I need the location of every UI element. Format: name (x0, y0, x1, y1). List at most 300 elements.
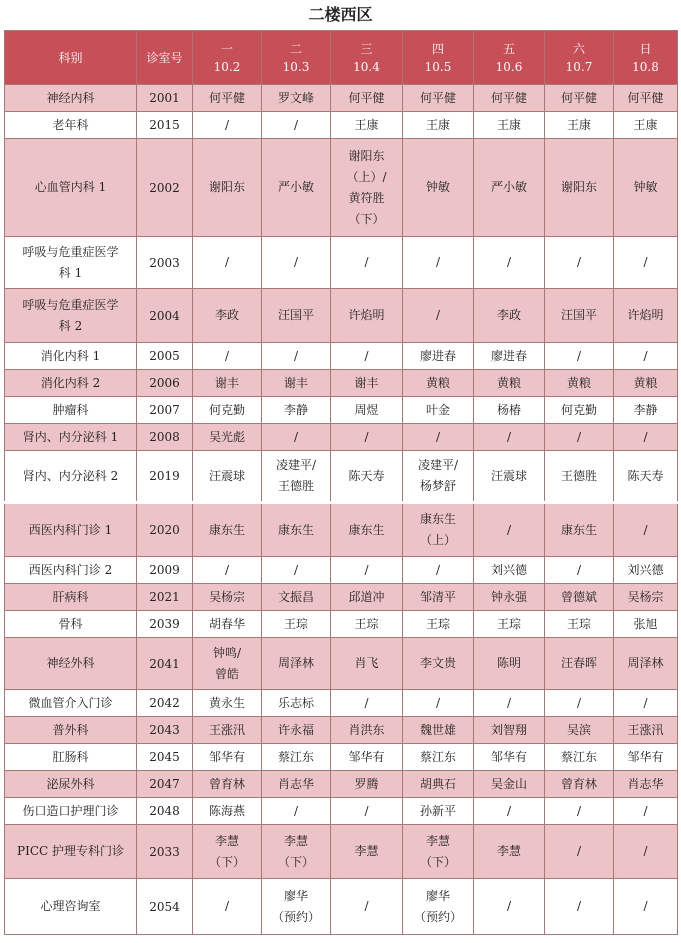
doctor-name: 谢阳东 （上）/ 黄符胜 （下） (346, 148, 387, 226)
doctor-cell (545, 584, 614, 611)
dept-name: 微血管介入门诊 (28, 695, 113, 710)
doctor-name: 汪震球 (208, 468, 245, 483)
doctor-name: / (576, 695, 582, 710)
weekday: 日 (639, 41, 652, 56)
doctor-cell (331, 771, 403, 798)
room-number: 2019 (137, 451, 193, 503)
doctor-cell (614, 370, 678, 397)
dept-name: 西医内科门诊 1 (28, 522, 113, 537)
doctor-name: 蔡江东 (419, 749, 456, 764)
doctor-name: 许焰明 (348, 308, 385, 322)
doctor-name: 胡典石 (419, 776, 456, 791)
dept-cell (5, 638, 137, 690)
doctor-cell (545, 85, 614, 112)
doctor-name: 王琮 (283, 616, 308, 631)
doctor-cell (331, 237, 403, 289)
doctor-cell (331, 397, 403, 424)
dept-cell (5, 584, 137, 611)
doctor-name: 叶金 (425, 402, 450, 417)
doctor-name: 邹华有 (348, 749, 385, 764)
header-day (614, 31, 678, 85)
doctor-name: 何克勤 (208, 402, 245, 417)
doctor-name: 周煜 (354, 402, 379, 417)
table-row (5, 237, 678, 289)
doctor-cell (193, 370, 262, 397)
room-number: 2002 (137, 139, 193, 237)
doctor-cell (614, 424, 678, 451)
date: 10.2 (213, 59, 241, 74)
doctor-name: 陈海燕 (208, 803, 245, 818)
doctor-name: / (364, 695, 369, 710)
doctor-name: 谢丰 (283, 375, 308, 390)
doctor-cell (545, 690, 614, 717)
doctor-cell (614, 397, 678, 424)
doctor-cell (193, 717, 262, 744)
doctor-name: 陈天寿 (348, 468, 385, 483)
doctor-name: 廖华 （预约） (413, 888, 462, 924)
doctor-name: / (643, 522, 648, 537)
dept-cell (5, 690, 137, 717)
doctor-name: 乐志标 (277, 695, 314, 710)
doctor-name: 曾育林 (560, 776, 597, 791)
doctor-cell (474, 370, 545, 397)
table-row (5, 825, 678, 879)
doctor-name: 刘兴德 (490, 562, 527, 577)
weekday: 五 (502, 41, 515, 56)
dept-name: 心理咨询室 (40, 899, 101, 913)
doctor-name: / (435, 695, 441, 710)
room-number: 2015 (137, 112, 193, 139)
weekday: 三 (360, 41, 373, 56)
doctor-cell (403, 139, 474, 237)
doctor-name: 许焰明 (627, 308, 664, 322)
doctor-cell (474, 798, 545, 825)
doctor-name: 肖志华 (277, 776, 314, 791)
doctor-name: / (293, 255, 299, 269)
doctor-cell (331, 112, 403, 139)
doctor-name: 王康 (633, 117, 658, 132)
room-number: 2033 (137, 825, 193, 879)
doctor-cell (403, 584, 474, 611)
dept-cell (5, 557, 137, 584)
doctor-cell (403, 112, 474, 139)
doctor-cell (193, 611, 262, 638)
doctor-name: 何平健 (208, 90, 245, 105)
doctor-cell (262, 638, 331, 690)
doctor-name: 刘智翔 (490, 722, 527, 737)
doctor-cell (193, 798, 262, 825)
doctor-name: 周泽林 (627, 656, 664, 670)
room-number: 2003 (137, 237, 193, 289)
doctor-name: 孙新平 (419, 803, 456, 818)
doctor-cell (545, 744, 614, 771)
doctor-cell (545, 424, 614, 451)
doctor-cell (474, 584, 545, 611)
dept-name: 呼吸与危重症医学 科 1 (22, 244, 119, 280)
doctor-cell (545, 289, 614, 343)
doctor-cell (331, 717, 403, 744)
doctor-cell (614, 638, 678, 690)
doctor-cell (193, 638, 262, 690)
doctor-name: 王德胜 (560, 468, 597, 483)
doctor-cell (331, 424, 403, 451)
table-row (5, 397, 678, 424)
table-row (5, 744, 678, 771)
doctor-cell (614, 690, 678, 717)
doctor-name: 肖飞 (354, 656, 379, 670)
doctor-cell (403, 85, 474, 112)
doctor-name: / (506, 429, 512, 444)
doctor-cell (545, 557, 614, 584)
doctor-cell (614, 343, 678, 370)
doctor-name: / (435, 255, 441, 269)
doctor-name: 魏世雄 (419, 722, 456, 737)
doctor-cell (262, 397, 331, 424)
doctor-cell (403, 879, 474, 935)
doctor-cell (262, 289, 331, 343)
doctor-name: 吴金山 (490, 776, 527, 791)
doctor-cell (262, 424, 331, 451)
doctor-name: 钟永强 (490, 589, 527, 604)
dept-name: 泌尿外科 (46, 776, 95, 791)
doctor-name: 汪震球 (490, 468, 527, 483)
doctor-cell (262, 879, 331, 935)
doctor-cell (614, 825, 678, 879)
doctor-cell (614, 85, 678, 112)
doctor-cell (545, 397, 614, 424)
doctor-name: / (364, 255, 369, 269)
dept-cell (5, 343, 137, 370)
table-row (5, 638, 678, 690)
doctor-name: / (506, 695, 512, 710)
doctor-cell (614, 503, 678, 557)
table-row (5, 112, 678, 139)
doctor-name: 凌建平/ 杨梦舒 (417, 458, 459, 493)
schedule-table (4, 30, 678, 935)
doctor-cell (614, 112, 678, 139)
doctor-cell (403, 744, 474, 771)
doctor-name: 李静 (633, 402, 658, 417)
doctor-name: 何平健 (490, 90, 527, 105)
doctor-cell (262, 237, 331, 289)
doctor-cell (474, 744, 545, 771)
doctor-cell (614, 289, 678, 343)
table-row (5, 557, 678, 584)
doctor-name: 汪春晖 (560, 656, 597, 670)
doctor-cell (262, 343, 331, 370)
doctor-name: 陈明 (496, 656, 521, 670)
doctor-name: 黄粮 (425, 375, 450, 390)
dept-name: 肾内、内分泌科 1 (22, 429, 119, 444)
doctor-cell (193, 451, 262, 503)
doctor-name: / (643, 695, 648, 710)
doctor-name: 谢丰 (214, 375, 239, 390)
header-day (331, 31, 403, 85)
doctor-cell (545, 237, 614, 289)
header-day (193, 31, 262, 85)
dept-name: 呼吸与危重症医学 科 2 (22, 297, 119, 333)
doctor-cell (614, 557, 678, 584)
doctor-name: / (224, 255, 230, 269)
doctor-cell (614, 584, 678, 611)
doctor-name: 李慧 (496, 844, 521, 858)
dept-cell (5, 717, 137, 744)
doctor-cell (614, 611, 678, 638)
doctor-name: 王康 (354, 117, 379, 132)
doctor-cell (545, 798, 614, 825)
dept-cell (5, 744, 137, 771)
dept-cell (5, 879, 137, 935)
dept-name: 肛肠科 (52, 749, 89, 764)
dept-cell (5, 424, 137, 451)
dept-name: 神经内科 (46, 90, 95, 105)
doctor-name: / (643, 429, 648, 444)
doctor-name: 王琮 (354, 616, 379, 631)
doctor-cell (193, 237, 262, 289)
doctor-cell (474, 557, 545, 584)
doctor-cell (474, 879, 545, 935)
page-title: 二楼西区 (308, 5, 373, 24)
doctor-cell (614, 237, 678, 289)
doctor-cell (474, 237, 545, 289)
doctor-cell (474, 112, 545, 139)
doctor-name: 黄粮 (496, 375, 521, 390)
doctor-name: / (435, 429, 441, 444)
doctor-cell (403, 638, 474, 690)
doctor-name: 严小敏 (277, 180, 314, 194)
doctor-cell (193, 584, 262, 611)
doctor-cell (614, 798, 678, 825)
doctor-name: / (576, 562, 582, 577)
doctor-cell (474, 690, 545, 717)
doctor-name: / (643, 803, 648, 818)
doctor-name: / (576, 429, 582, 444)
doctor-cell (403, 825, 474, 879)
doctor-cell (331, 85, 403, 112)
dept-cell (5, 139, 137, 237)
doctor-cell (193, 744, 262, 771)
doctor-name: / (643, 844, 648, 858)
date: 10.4 (353, 59, 380, 74)
doctor-cell (545, 112, 614, 139)
doctor-cell (474, 85, 545, 112)
doctor-name: 黄永生 (208, 695, 245, 710)
doctor-cell (403, 503, 474, 557)
doctor-cell (193, 139, 262, 237)
doctor-cell (262, 112, 331, 139)
doctor-cell (193, 424, 262, 451)
doctor-name: 邹清平 (419, 589, 456, 604)
doctor-cell (193, 112, 262, 139)
doctor-name: 曾育林 (208, 776, 245, 791)
doctor-cell (474, 397, 545, 424)
table-row (5, 424, 678, 451)
doctor-cell (331, 139, 403, 237)
doctor-name: 严小敏 (490, 180, 527, 194)
doctor-cell (403, 690, 474, 717)
doctor-name: 康东生 (208, 522, 245, 537)
doctor-cell (262, 85, 331, 112)
room-number: 2009 (137, 557, 193, 584)
doctor-cell (193, 690, 262, 717)
doctor-name: 何平健 (627, 90, 664, 105)
doctor-cell (331, 557, 403, 584)
doctor-cell (474, 424, 545, 451)
doctor-cell (262, 370, 331, 397)
table-row (5, 503, 678, 557)
room-number: 2021 (137, 584, 193, 611)
date: 10.7 (565, 59, 593, 74)
room-number: 2043 (137, 717, 193, 744)
dept-cell (5, 237, 137, 289)
doctor-name: 凌建平/ 王德胜 (275, 458, 317, 493)
doctor-cell (331, 825, 403, 879)
header-day (474, 31, 545, 85)
room-number: 2048 (137, 798, 193, 825)
doctor-cell (614, 717, 678, 744)
doctor-cell (262, 825, 331, 879)
doctor-cell (545, 370, 614, 397)
header-room: 诊室号 (137, 31, 193, 85)
dept-name: 神经外科 (46, 656, 95, 670)
table-row (5, 139, 678, 237)
room-number: 2008 (137, 424, 193, 451)
doctor-name: / (293, 803, 299, 818)
doctor-cell (545, 717, 614, 744)
doctor-cell (262, 139, 331, 237)
doctor-name: 许永福 (277, 722, 314, 737)
doctor-cell (474, 343, 545, 370)
table-row (5, 451, 678, 503)
doctor-name: 吴滨 (566, 722, 591, 737)
room-number: 2005 (137, 343, 193, 370)
doctor-cell (545, 771, 614, 798)
doctor-name: / (576, 844, 582, 858)
doctor-cell (193, 771, 262, 798)
doctor-cell (614, 451, 678, 503)
weekday: 二 (289, 41, 302, 56)
doctor-name: / (224, 117, 230, 132)
doctor-cell (331, 798, 403, 825)
doctor-cell (545, 503, 614, 557)
doctor-cell (474, 717, 545, 744)
room-number: 2006 (137, 370, 193, 397)
room-number: 2041 (137, 638, 193, 690)
doctor-cell (545, 451, 614, 503)
doctor-name: 廖华 （预约） (271, 888, 320, 924)
doctor-cell (331, 744, 403, 771)
table-row (5, 717, 678, 744)
table-row (5, 584, 678, 611)
doctor-name: 罗文峰 (277, 90, 314, 105)
doctor-cell (193, 85, 262, 112)
doctor-cell (474, 825, 545, 879)
doctor-name: 王康 (496, 117, 521, 132)
doctor-name: 李慧 (354, 844, 379, 858)
doctor-name: 蔡江东 (277, 749, 314, 764)
doctor-cell (403, 289, 474, 343)
dept-cell (5, 503, 137, 557)
doctor-name: 邹华有 (490, 749, 527, 764)
doctor-name: 王康 (425, 117, 450, 132)
doctor-cell (331, 451, 403, 503)
room-number: 2004 (137, 289, 193, 343)
doctor-name: 胡春华 (208, 616, 245, 631)
doctor-name: 李静 (283, 402, 308, 417)
doctor-cell (331, 584, 403, 611)
doctor-name: 何平健 (419, 90, 456, 105)
doctor-cell (262, 557, 331, 584)
doctor-cell (474, 638, 545, 690)
doctor-cell (474, 139, 545, 237)
doctor-name: 吴杨宗 (208, 589, 245, 604)
weekday: 一 (220, 41, 233, 56)
doctor-cell (262, 503, 331, 557)
doctor-name: / (576, 348, 582, 363)
doctor-name: 邹华有 (208, 749, 245, 764)
doctor-cell (403, 370, 474, 397)
table-row (5, 771, 678, 798)
doctor-cell (262, 611, 331, 638)
doctor-cell (403, 798, 474, 825)
doctor-cell (331, 343, 403, 370)
room-number: 2054 (137, 879, 193, 935)
doctor-name: 李慧 （下） (208, 833, 245, 869)
doctor-cell (545, 825, 614, 879)
dept-name: 肾内、内分泌科 2 (22, 468, 119, 483)
doctor-cell (614, 744, 678, 771)
doctor-cell (331, 611, 403, 638)
doctor-name: 谢丰 (354, 375, 379, 390)
doctor-name: 肖志华 (627, 776, 664, 791)
dept-name: 伤口造口护理门诊 (22, 803, 119, 818)
doctor-cell (614, 771, 678, 798)
doctor-cell (193, 397, 262, 424)
doctor-name: / (293, 348, 299, 363)
doctor-name: 陈天寿 (627, 468, 664, 483)
doctor-name: / (435, 562, 441, 577)
doctor-name: / (364, 429, 369, 444)
dept-cell (5, 397, 137, 424)
doctor-name: 王琮 (425, 616, 450, 631)
dept-name: 普外科 (52, 722, 89, 737)
doctor-name: 廖进春 (419, 348, 456, 363)
doctor-name: 何克勤 (560, 402, 597, 417)
table-row (5, 343, 678, 370)
header-dept: 科别 (5, 31, 137, 85)
doctor-name: 曾德斌 (560, 589, 597, 604)
doctor-name: 康东生 (560, 522, 597, 537)
doctor-name: 汪国平 (560, 308, 597, 322)
doctor-cell (545, 879, 614, 935)
doctor-name: 李慧 （下） (277, 833, 314, 869)
doctor-name: 何平健 (348, 90, 385, 105)
doctor-name: 谢阳东 (560, 180, 597, 194)
dept-cell (5, 771, 137, 798)
dept-cell (5, 85, 137, 112)
dept-name: 肝病科 (52, 589, 89, 604)
doctor-name: / (643, 255, 648, 269)
doctor-name: / (576, 899, 582, 913)
doctor-name: / (506, 255, 512, 269)
header-day (262, 31, 331, 85)
doctor-name: 钟鸣/ 曾皓 (212, 645, 242, 681)
doctor-cell (262, 771, 331, 798)
doctor-cell (193, 343, 262, 370)
doctor-cell (474, 289, 545, 343)
room-number: 2020 (137, 503, 193, 557)
doctor-name: 张旭 (633, 616, 658, 631)
